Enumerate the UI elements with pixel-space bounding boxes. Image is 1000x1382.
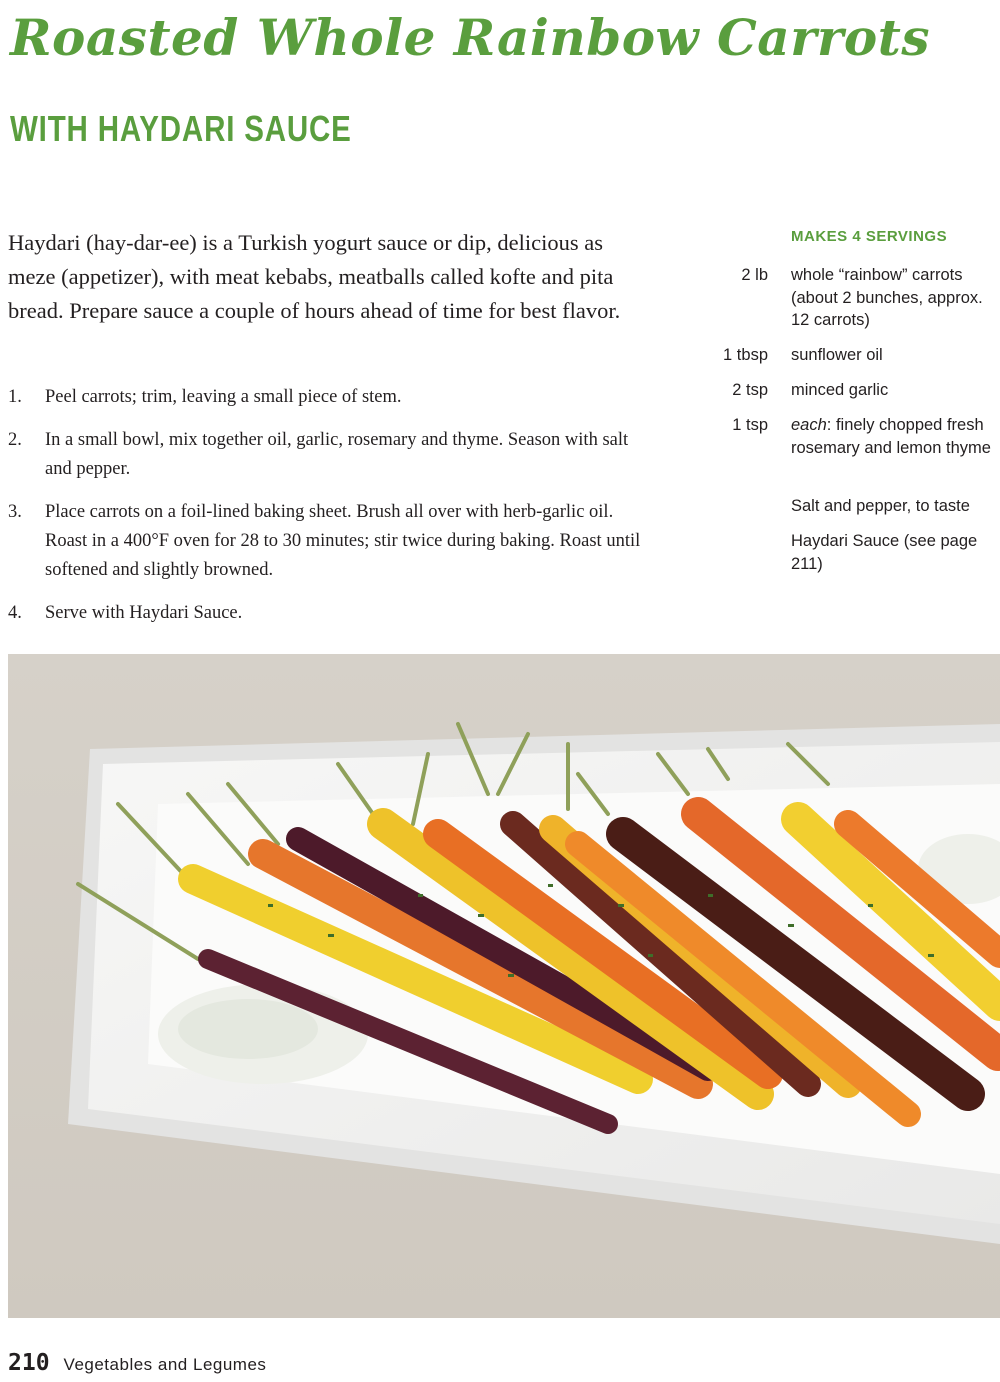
ingredient-text — [791, 414, 1000, 459]
ingredient-text: sunflower oil — [791, 346, 883, 364]
carrots-photo-illustration — [8, 654, 1000, 1318]
servings-label: MAKES 4 SERVINGS — [791, 228, 948, 245]
method-step — [8, 599, 658, 628]
step-number: 3. — [8, 502, 22, 522]
recipe-intro: Haydari (hay-dar-ee) is a Turkish yogurt sauce or dip, delicious as meze (appetizer), with meat kebabs, meatballs called kofte and pita bread. Prepare sauce a couple of hours ahead of time for best flavor. — [8, 230, 621, 323]
recipe-title: Roasted Whole Rainbow Carrots — [10, 8, 930, 67]
step-text: Serve with Haydari Sauce. — [45, 603, 243, 623]
step-text: Peel carrots; trim, leaving a small piece of stem. — [45, 387, 402, 407]
ingredient-text: minced garlic — [791, 381, 889, 399]
ingredient-amount: 1 tbsp — [723, 346, 768, 364]
method-step — [8, 498, 658, 585]
ingredient-amount: 1 tsp — [732, 416, 768, 434]
recipe-subtitle: WITH HAYDARI SAUCE — [10, 108, 352, 149]
ingredient-text: Salt and pepper, to taste — [791, 497, 970, 515]
step-text: In a small bowl, mix together oil, garlic, rosemary and thyme. Season with salt and pepper. — [45, 430, 629, 479]
ingredient-amount: 2 tsp — [732, 381, 768, 399]
ingredient-emphasis: each — [791, 416, 827, 434]
method-step — [8, 426, 658, 484]
step-number: 1. — [8, 387, 22, 407]
page-footer — [8, 1350, 266, 1376]
method-steps — [8, 383, 658, 642]
ingredient-amount: 2 lb — [741, 266, 768, 284]
page-number: 210 — [8, 1350, 50, 1376]
ingredient-text: whole “rainbow” carrots (about 2 bunches, approx. 12 carrots) — [791, 266, 983, 329]
method-step — [8, 383, 658, 412]
section-name: Vegetables and Legumes — [63, 1355, 267, 1374]
step-text: Place carrots on a foil-lined baking sheet. Brush all over with herb-garlic oil. Roast in a 400°F oven for 28 to 30 minutes; stir twice during baking. Roast until softened and slightly browned. — [45, 502, 641, 580]
carrots-photo — [8, 654, 1000, 1318]
step-number: 4. — [8, 603, 22, 623]
ingredient-text: Haydari Sauce (see page 211) — [791, 532, 978, 573]
ingredient-text-rest: : finely chopped fresh rosemary and lemon thyme — [791, 416, 991, 457]
step-number: 2. — [8, 430, 22, 450]
